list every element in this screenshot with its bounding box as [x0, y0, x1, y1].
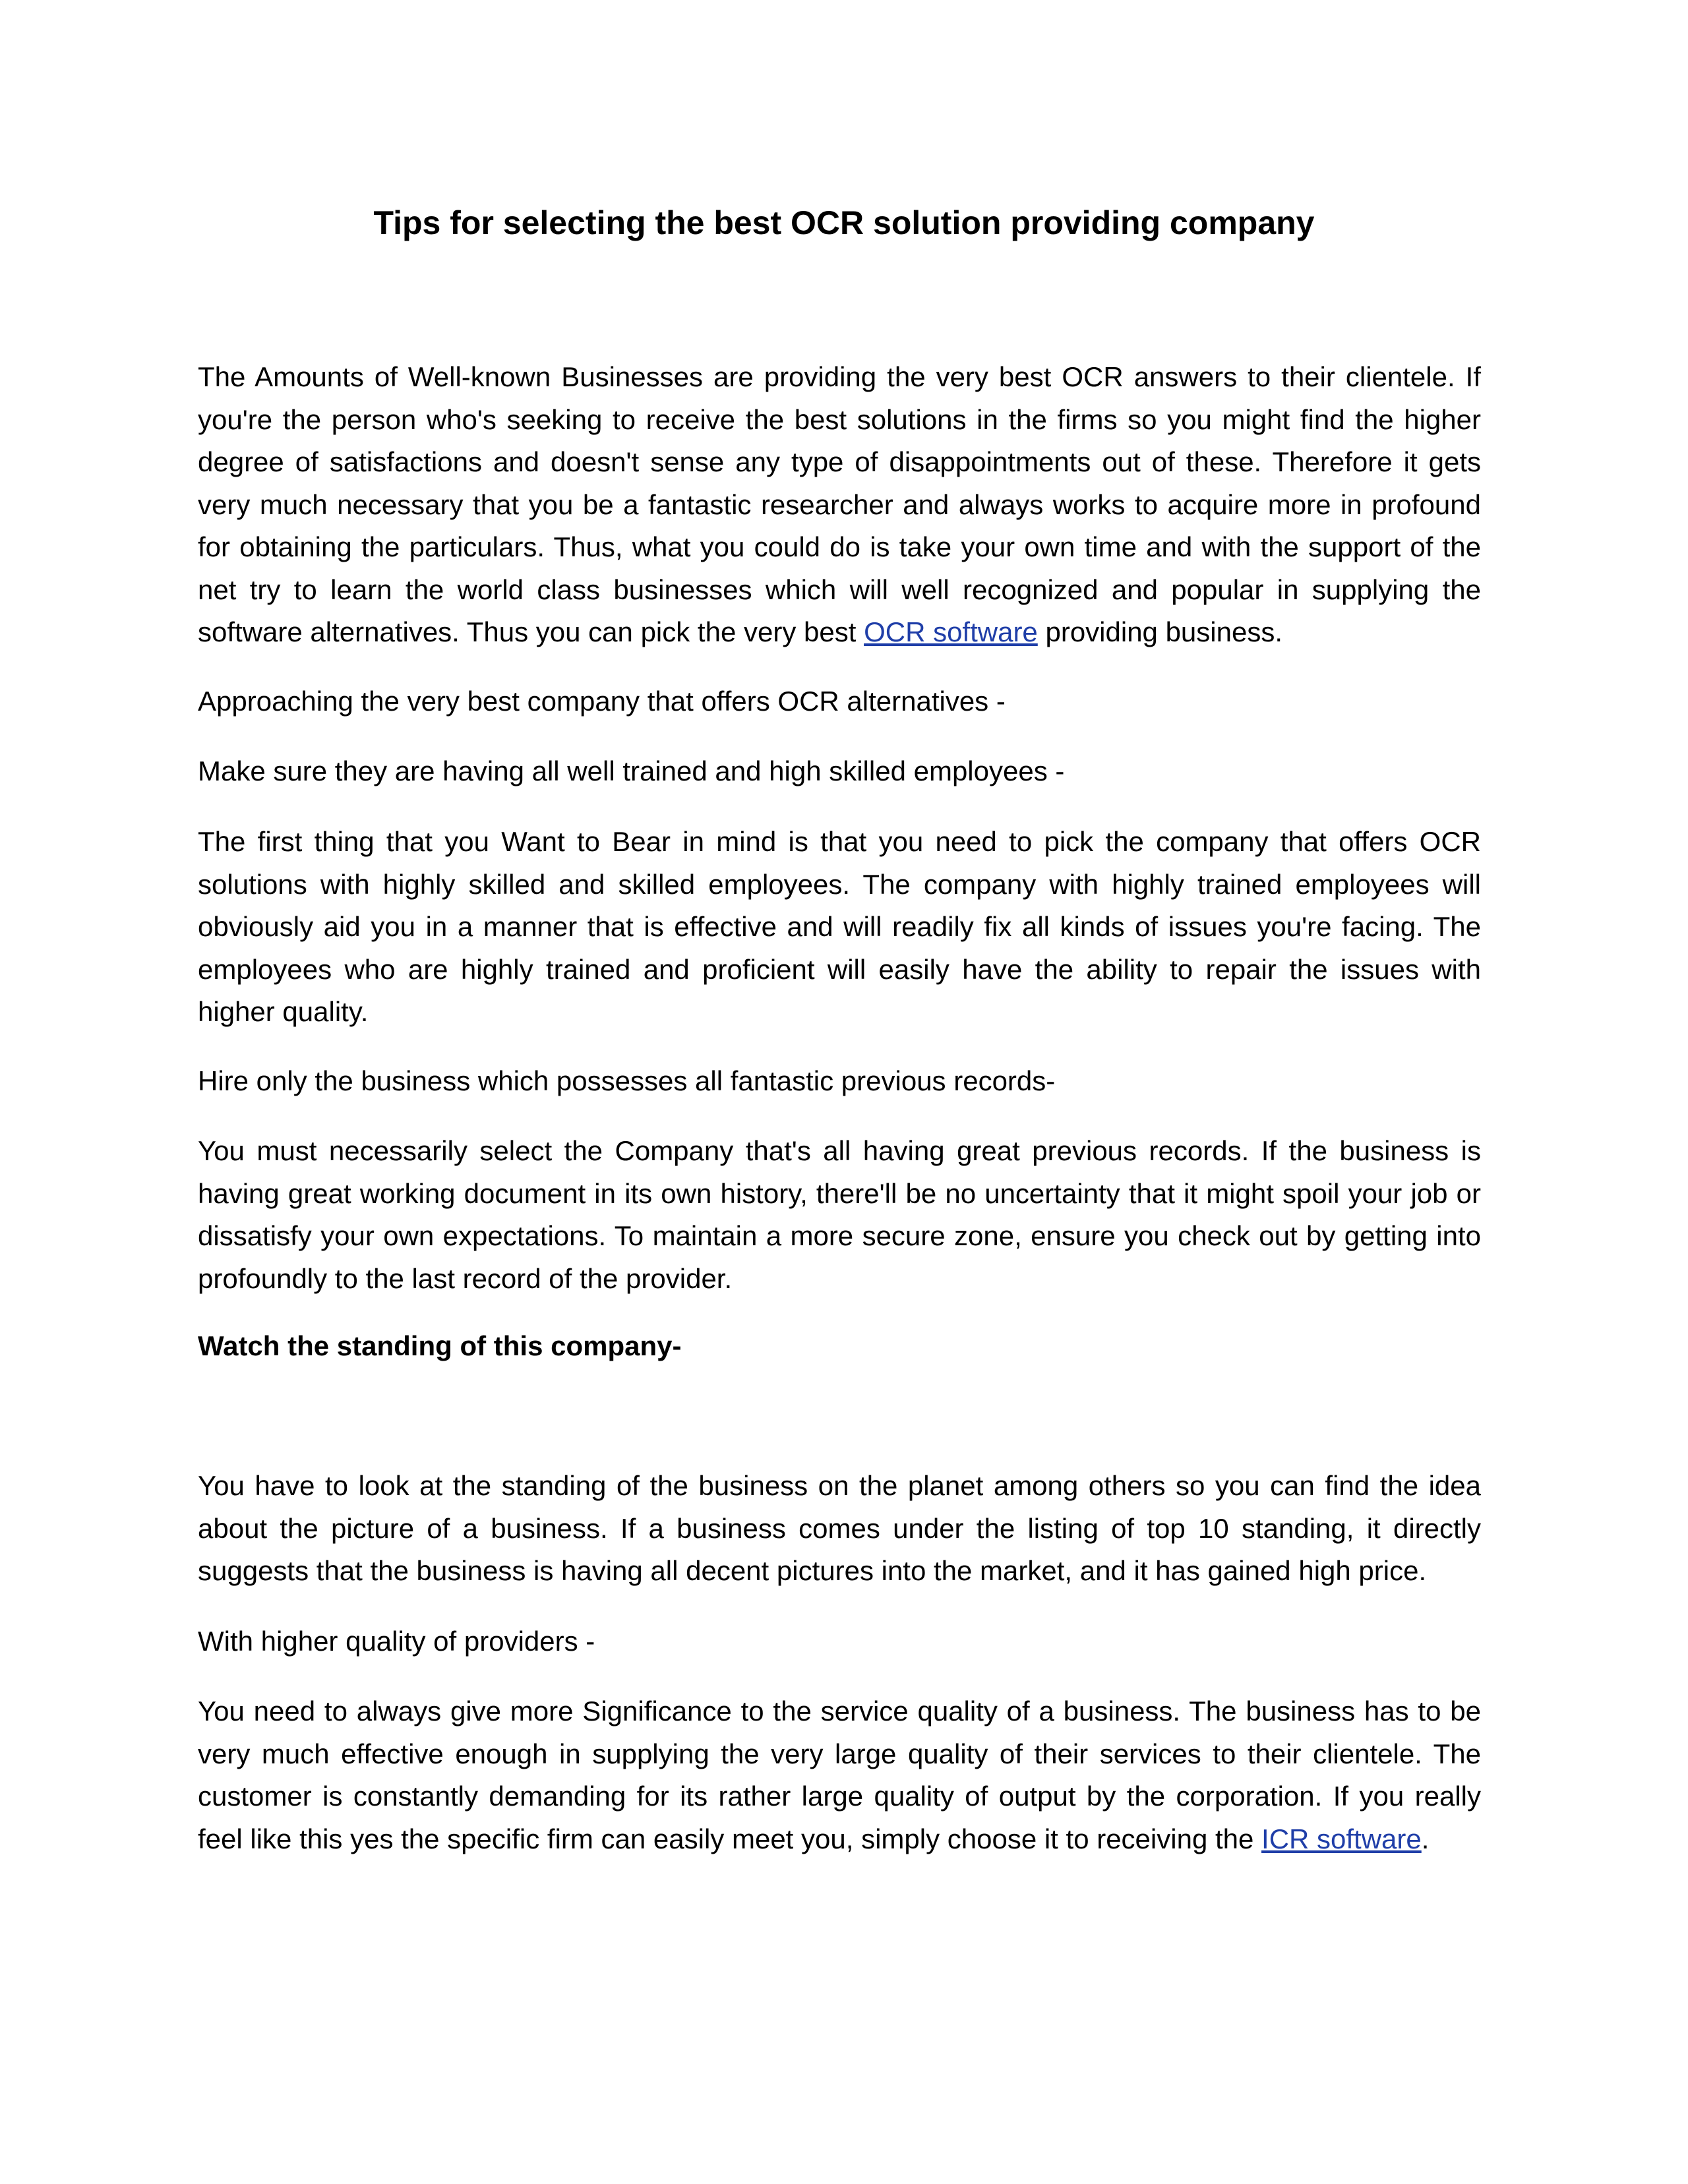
- intro-paragraph: [198, 356, 1481, 654]
- icr-software-link[interactable]: ICR software: [1261, 1823, 1422, 1854]
- section-heading-approaching: Approaching the very best company that offers OCR alternatives -: [198, 686, 1006, 717]
- standing-paragraph: You have to look at the standing of the business on the planet among others so you can find the idea about the picture of a business. If a business comes under the listing of top 10 standing, it directly suggests that the business is having all decent pictures into the market, and it has gained high price.: [198, 1470, 1481, 1586]
- intro-paragraph-end: providing business.: [1045, 616, 1283, 647]
- section-heading-standing: Watch the standing of this company-: [198, 1330, 682, 1361]
- document-title: Tips for selecting the best OCR solution providing company: [373, 204, 1315, 241]
- intro-paragraph-text: The Amounts of Well-known Businesses are providing the very best OCR answers to their clientele. If you're the person who's seeking to receive the best solutions in the firms so you might find the higher degree of satisfactions and doesn't sense any type of disappointments out of these. Therefore it gets very much necessary that you be a fantastic researcher and always works to acquire more in profound for obtaining the particulars. Thus, what you could do is take your own time and with the support of the net try to learn the world class businesses which will well recognized and popular in supplying the software alternatives. Thus you can pick the very best: [198, 361, 1481, 647]
- quality-paragraph-text: You need to always give more Significance to the service quality of a business. The business has to be very much effective enough in supplying the very large quality of their services to their clientele. The customer is constantly demanding for its rather large quality of output by the corporation. If you really feel like this yes the specific firm can easily meet you, simply choose it to receiving the: [198, 1696, 1481, 1854]
- employees-paragraph: The first thing that you Want to Bear in mind is that you need to pick the company that offers OCR solutions with highly skilled and skilled employees. The company with highly trained employees will obviously aid you in a manner that is effective and will readily fix all kinds of issues you're facing. The employees who are highly trained and proficient will easily have the ability to repair the issues with higher quality.: [198, 826, 1481, 1027]
- quality-paragraph: [198, 1690, 1481, 1860]
- ocr-software-link[interactable]: OCR software: [864, 616, 1038, 647]
- quality-paragraph-end: .: [1421, 1823, 1430, 1854]
- section-heading-quality: With higher quality of providers -: [198, 1626, 595, 1657]
- section-heading-employees: Make sure they are having all well trained and high skilled employees -: [198, 755, 1065, 786]
- records-paragraph: You must necessarily select the Company that's all having great previous records. If the business is having great working document in its own history, there'll be no uncertainty that it might spoil your job or dissatisfy your own expectations. To maintain a more secure zone, ensure you check out by getting into profoundly to the last record of the provider.: [198, 1135, 1481, 1294]
- section-heading-records: Hire only the business which possesses all fantastic previous records-: [198, 1065, 1056, 1096]
